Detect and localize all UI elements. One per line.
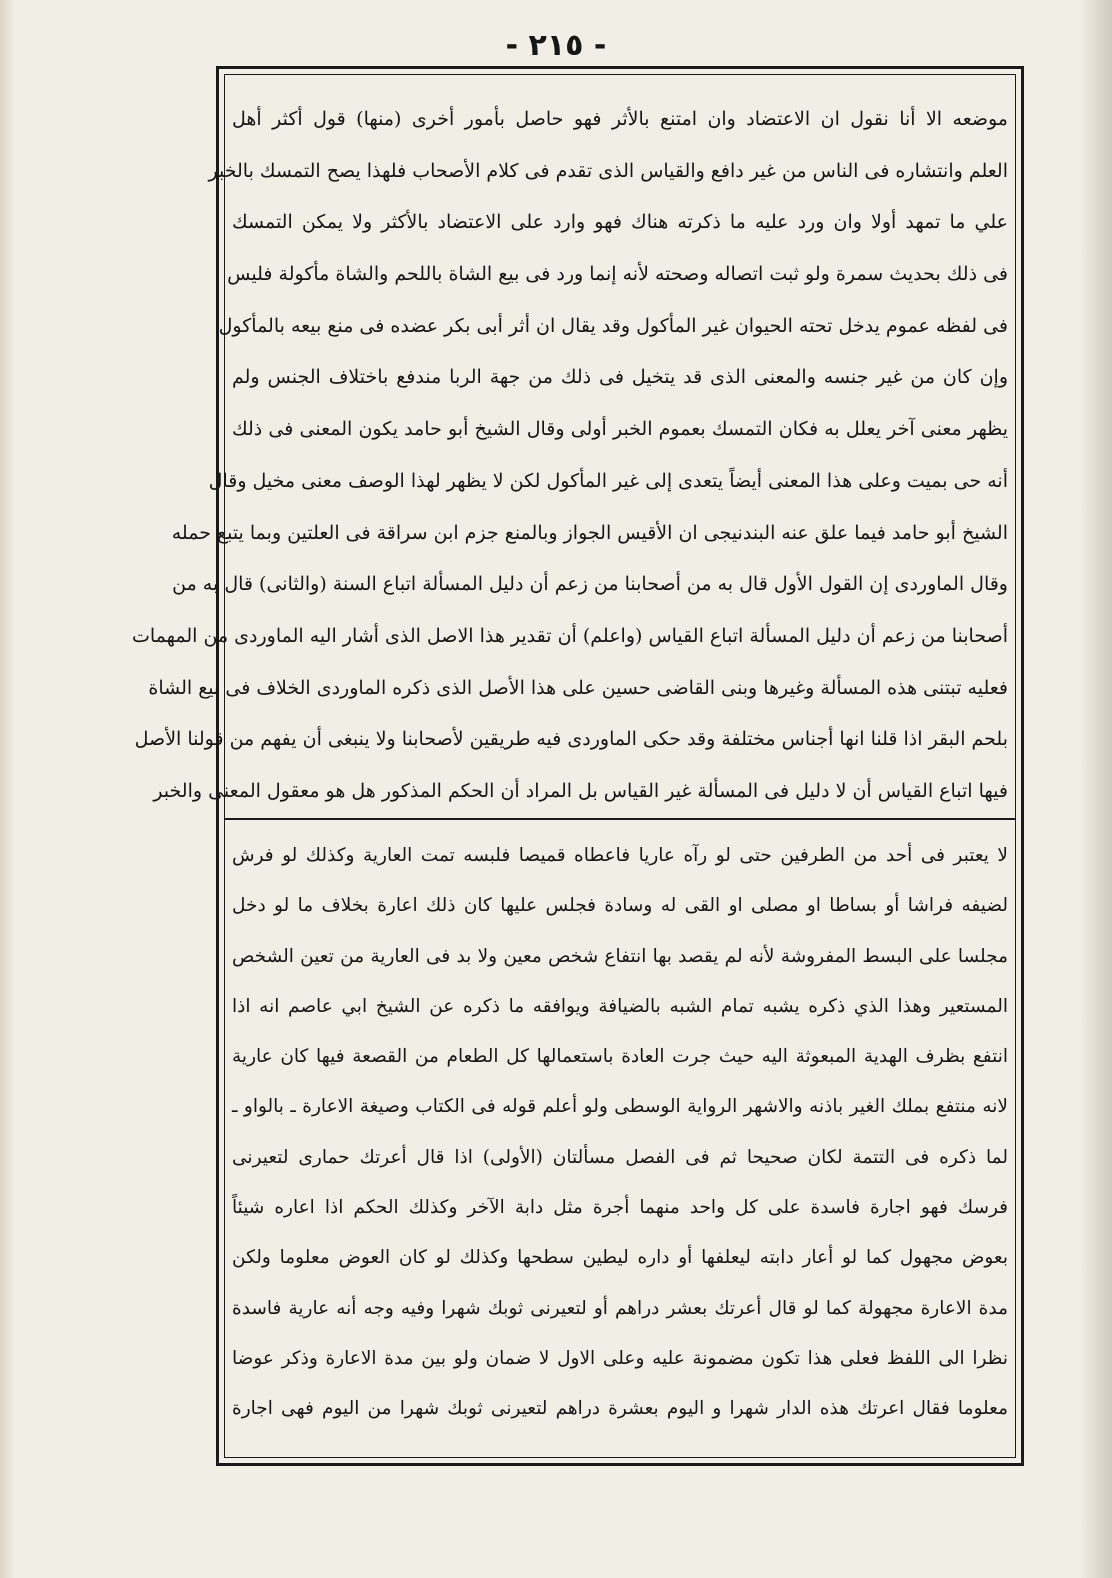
text-line: فى ذلك بحديث سمرة ولو ثبت اتصاله وصحته لأنه إنما ورد فى بيع الشاة باللحم والشاة مأكولة فليس <box>227 263 1008 286</box>
text-line: الشيخ أبو حامد فيما علق عنه البندنيجى ان الأقيس الجواز وبالمنع جزم ابن سراقة فى العلتين وبما يتبع حمله <box>171 521 1008 544</box>
scan-edge-right <box>1080 0 1112 1578</box>
text-line: بلحم البقر اذا قلنا انها أجناس مختلفة وقد حكى الماوردى فيه طريقين لأصحابنا ولا ينبغى أن يفهم من قولنا الأصل <box>134 728 1008 751</box>
text-line: أنه حى بميت وعلى هذا المعنى أيضاً يتعدى إلى غير المأكول لكن لا يظهر لهذا الوصف معنى مخيل وقال <box>208 469 1008 492</box>
text-line: مجلسا على البسط المفروشة لأنه لم يقصد بها انتفاع شخص معين ولا بد فى العارية من تعين الشخص <box>232 945 1008 967</box>
page-number: - ٢١٥ - <box>505 28 607 63</box>
text-line: علي ما تمهد أولا وان ورد عليه ما ذكرته هناك فهو وارد على الاعتضاد بالأكثر ولا يمكن التمسك <box>232 211 1008 234</box>
text-line: يظهر معنى آخر يعلل به فكان التمسك بعموم الخبر أولى وقال الشيخ أبو حامد يكون المعنى فى ذلك <box>232 418 1008 441</box>
text-line: وقال الماوردى إن القول الأول قال به من أصحابنا من زعم أن دليل المسألة اتباع السنة (والثانى) قال به من <box>172 573 1008 596</box>
lower-text-block <box>232 831 1008 1435</box>
text-line: المستعير وهذا الذي ذكره يشبه تمام الشبه بالضيافة ويوافقه ما ذكره عن الشيخ ابي عاصم انه اذا <box>232 995 1008 1017</box>
text-line: لما ذكره فى التتمة لكان صحيحا ثم فى الفصل مسألتان (الأولى) اذا قال أعرتك حمارى لتعيرنى <box>232 1146 1008 1168</box>
text-line: نظرا الى اللفظ فعلى هذا تكون مضمونة عليه وعلى الاول لا ضمان ولو بين مدة الاعارة وذكر عوضا <box>232 1347 1008 1369</box>
text-line: أصحابنا من زعم أن دليل المسألة اتباع القياس (واعلم) أن تقدير هذا الاصل الذى أشار اليه الماوردى من المهمات <box>131 624 1008 647</box>
text-line: العلم وانتشاره فى الناس من غير دافع والقياس الذى تقدم فى كلام الأصحاب فلهذا يصح التمسك بالخبر <box>208 159 1008 182</box>
text-line: فعليه تبتنى هذه المسألة وغيرها وبنى القاضى حسين على هذا الأصل الذى ذكره الماوردى الخلاف فى بيع الشاة <box>148 676 1008 699</box>
text-line: وإن كان من غير جنسه والمعنى الذى قد يتخيل فى ذلك من جهة الربا مندفع باختلاف الجنس ولم <box>232 366 1008 389</box>
text-line: مدة الاعارة مجهولة كما لو قال أعرتك بعشر دراهم أو لتعيرنى ثوبك شهرا وفيه وجه أنه عارية فاسدة <box>232 1297 1008 1319</box>
text-line: فى لفظه عموم يدخل تحته الحيوان غير المأكول وقد يقال ان أثر أبى بكر عضده فى منع بيعه بالمأكول <box>218 314 1008 337</box>
text-line: لا يعتبر فى أحد من الطرفين حتى لو رآه عاريا فاعطاه قميصا فلبسه تمت العارية وكذلك لو فرش <box>232 845 1008 866</box>
text-line: فرسك فهو اجارة فاسدة على كل واحد منهما أجرة مثل دابة الآخر وكذلك الحكم اذا اعاره شيئاً <box>232 1197 1008 1219</box>
main-text-block <box>131 94 1008 818</box>
text-line: انتفع بظرف الهدية المبعوثة اليه حيث جرت العادة باستعمالها كل الطعام من القصعة فيها كان عارية <box>232 1046 1008 1068</box>
text-line: معلوما فقال اعرتك هذه الدار شهرا و اليوم بعشرة دراهم لتعيرنى ثوبك شهرا من اليوم فهى اجارة <box>232 1398 1008 1420</box>
text-line: موضعه الا أنا نقول ان الاعتضاد وان امتنع بالأثر فهو حاصل بأمور أخرى (منها) قول أكثر أهل <box>232 108 1008 130</box>
text-line: بعوض مجهول كما لو أعار دابته ليعلفها أو داره ليطين سطحها وكذلك لو كان العوض معلوما ولكن <box>232 1247 1008 1269</box>
margin-mark <box>1016 110 1024 130</box>
text-line: فيها اتباع القياس أن لا دليل فى المسألة غير القياس بل المراد أن الحكم المذكور هل هو معقول المعنى والخبر <box>153 779 1008 802</box>
section-divider <box>224 818 1016 820</box>
text-line: لضيفه فراشا أو بساطا او مصلى او القى له وسادة فجلس عليها كان ذلك اعارة بخلاف ما لو دخل <box>232 895 1008 917</box>
text-line: لانه منتفع بملك الغير باذنه والاشهر الرواية الوسطى ولو أعلم قوله فى الكتاب وصيغة الاعارة ـ بالواو ـ <box>232 1096 1008 1118</box>
scan-edge-left <box>0 0 14 1578</box>
